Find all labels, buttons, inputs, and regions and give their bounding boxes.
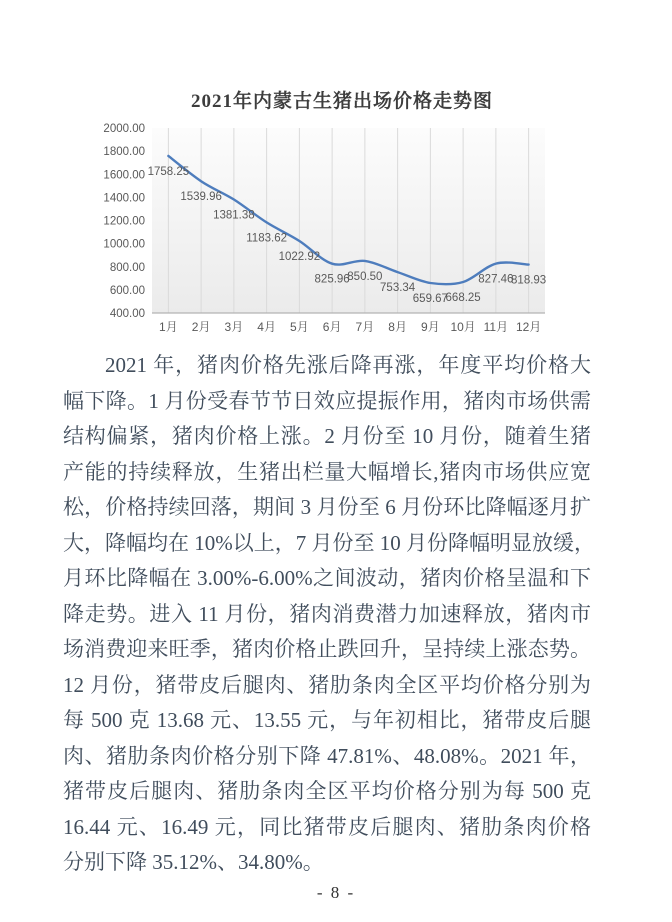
paragraph-line: 月环比降幅在 3.00%-6.00%之间波动，猪肉价格呈温和下: [63, 566, 591, 590]
svg-text:1539.96: 1539.96: [180, 191, 222, 204]
page-number: - 8 -: [316, 883, 356, 902]
paragraph-line: 降走势。进入 11 月份，猪肉消费潜力加速释放，猪肉市: [63, 601, 591, 626]
svg-text:1022.92: 1022.92: [278, 250, 321, 263]
paragraph-line: 12 月份，猪带皮后腿肉、猪肋条肉全区平均价格分别为: [63, 672, 591, 697]
svg-text:1800.00: 1800.00: [103, 146, 145, 159]
svg-text:668.25: 668.25: [445, 291, 481, 304]
paragraph-line: 分别下降 35.12%、34.80%。: [63, 850, 324, 874]
svg-text:659.67: 659.67: [412, 292, 448, 305]
svg-text:800.00: 800.00: [109, 261, 145, 274]
paragraph-line: 产能的持续释放，生猪出栏量大幅增长,猪肉市场供应宽: [63, 459, 591, 484]
report-paragraph: [63, 348, 595, 881]
svg-text:827.46: 827.46: [478, 273, 514, 286]
svg-text:3月: 3月: [224, 320, 244, 334]
svg-text:6月: 6月: [322, 320, 342, 334]
paragraph-line: 结构偏紧，猪肉价格上涨。2 月份至 10 月份，随着生猪: [63, 424, 591, 448]
price-trend-line-chart: [85, 118, 565, 338]
svg-text:600.00: 600.00: [109, 284, 145, 297]
paragraph-line: 每 500 克 13.68 元、13.55 元，与年初相比，猪带皮后腿: [63, 708, 591, 732]
paragraph-line: 肉、猪肋条肉价格分别下降 47.81%、48.08%。2021 年，: [63, 743, 591, 768]
y-axis-labels: [103, 123, 145, 320]
paragraph-line: 幅下降。1 月份受春节节日效应提振作用，猪肉市场供需: [63, 388, 591, 413]
svg-text:4月: 4月: [257, 320, 276, 334]
paragraph-line: 16.44 元、16.49 元，同比猪带皮后腿肉、猪肋条肉价格: [63, 814, 591, 839]
paragraph-line: 场消费迎来旺季，猪肉价格止跌回升，呈持续上涨态势。: [63, 637, 591, 661]
svg-text:1758.25: 1758.25: [147, 165, 190, 178]
svg-text:2月: 2月: [191, 320, 211, 334]
svg-text:1月: 1月: [159, 320, 178, 334]
svg-text:400.00: 400.00: [109, 308, 145, 320]
svg-text:1200.00: 1200.00: [103, 215, 145, 228]
svg-text:12月: 12月: [515, 320, 542, 334]
svg-text:9月: 9月: [421, 320, 440, 334]
svg-text:2000.00: 2000.00: [103, 123, 145, 135]
paragraph-line: 松，价格持续回落，期间 3 月份至 6 月份环比降幅逐月扩: [63, 495, 591, 519]
svg-text:1400.00: 1400.00: [103, 192, 145, 205]
svg-text:5月: 5月: [290, 320, 309, 334]
svg-text:818.93: 818.93: [511, 274, 547, 287]
svg-text:1381.38: 1381.38: [213, 209, 255, 222]
svg-text:1183.62: 1183.62: [246, 232, 287, 245]
paragraph-line: 2021 年，猪肉价格先涨后降再涨，年度平均价格大: [105, 353, 591, 377]
svg-text:1600.00: 1600.00: [103, 169, 145, 182]
paragraph-line: 大，降幅均在 10%以上，7 月份至 10 月份降幅明显放缓，: [63, 530, 595, 555]
svg-text:10月: 10月: [450, 320, 476, 334]
svg-text:8月: 8月: [388, 320, 407, 334]
paragraph-line: 猪带皮后腿肉、猪肋条肉全区平均价格分别为每 500 克: [63, 779, 591, 803]
svg-text:11月: 11月: [483, 320, 509, 334]
svg-text:1000.00: 1000.00: [103, 238, 145, 251]
svg-text:825.96: 825.96: [314, 273, 350, 286]
chart-title: 2021年内蒙古生猪出场价格走势图: [190, 91, 493, 112]
svg-text:7月: 7月: [355, 320, 375, 334]
x-axis-labels: [159, 320, 541, 334]
svg-text:850.50: 850.50: [347, 270, 383, 283]
svg-text:753.34: 753.34: [380, 282, 416, 295]
